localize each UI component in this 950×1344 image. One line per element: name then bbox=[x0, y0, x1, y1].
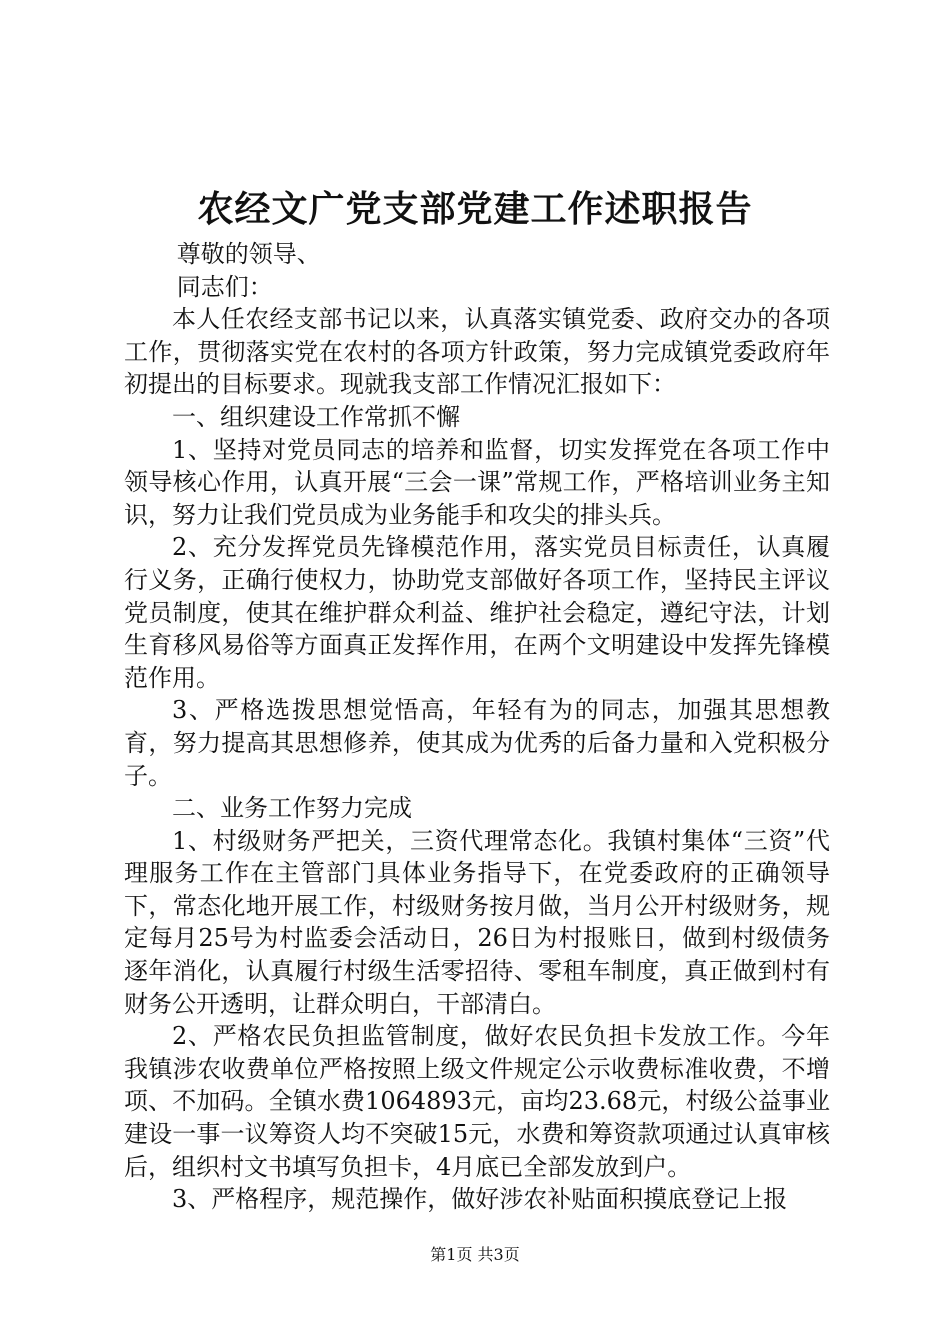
document-title: 农经文广党支部党建工作述职报告 bbox=[197, 188, 753, 230]
paragraph-1-2: 2、充分发挥党员先锋模范作用，落实党员目标责任，认真履行义务，正确行使权力，协助党支部做好各项工作，坚持民主评议党员制度，使其在维护群众利益、维护社会稳定，遵纪守法，计划生育移风易俗等方面真正发挥作用，在两个文明建设中发挥先锋模范作用。 bbox=[124, 533, 830, 692]
page-footer: 第1页 共3页 bbox=[430, 1245, 520, 1264]
paragraph-2-2: 2、严格农民负担监管制度，做好农民负担卡发放工作。今年我镇涉农收费单位严格按照上级文件规定公示收费标准收费，不增项、不加码。全镇水费1064893元，亩均23.68元，村级公益事业建设一事一议筹资人均不突破15元，水费和筹资款项通过认真审核后，组织村文书填写负担卡，4月底已全部发放到户。 bbox=[124, 1022, 830, 1181]
paragraph-1-3: 3、严格选拨思想觉悟高，年轻有为的同志，加强其思想教育，努力提高其思想修养，使其成为优秀的后备力量和入党积极分子。 bbox=[124, 696, 830, 790]
paragraph-2-1: 1、村级财务严把关，三资代理常态化。我镇村集体“三资”代理服务工作在主管部门具体业务指导下，在党委政府的正确领导下，常态化地开展工作，村级财务按月做，当月公开村级财务，规定每月25号为村监委会活动日，26日为村报账日，做到村级债务逐年消化，认真履行村级生活零招待、零租车制度，真正做到村有财务公开透明，让群众明白，干部清白。 bbox=[124, 826, 830, 1018]
paragraph-2-3: 3、严格程序，规范操作，做好涉农补贴面积摸底登记上报 bbox=[172, 1185, 788, 1214]
salutation-line-2: 同志们： bbox=[176, 272, 273, 301]
paragraph-intro: 本人任农经支部书记以来，认真落实镇党委、政府交办的各项工作，贯彻落实党在农村的各项方针政策，努力完成镇党委政府年初提出的目标要求。现就我支部工作情况汇报如下： bbox=[124, 305, 830, 399]
document-body bbox=[124, 238, 830, 1216]
section-heading-1: 一、组织建设工作常抓不懈 bbox=[172, 402, 460, 431]
salutation-line-1: 尊敬的领导、 bbox=[176, 240, 321, 268]
paragraph-1-1: 1、坚持对党员同志的培养和监督，切实发挥党在各项工作中领导核心作用，认真开展“三会一课”常规工作，严格培训业务主知识，努力让我们党员成为业务能手和攻尖的排头兵。 bbox=[124, 435, 830, 529]
section-heading-2: 二、业务工作努力完成 bbox=[172, 794, 412, 823]
